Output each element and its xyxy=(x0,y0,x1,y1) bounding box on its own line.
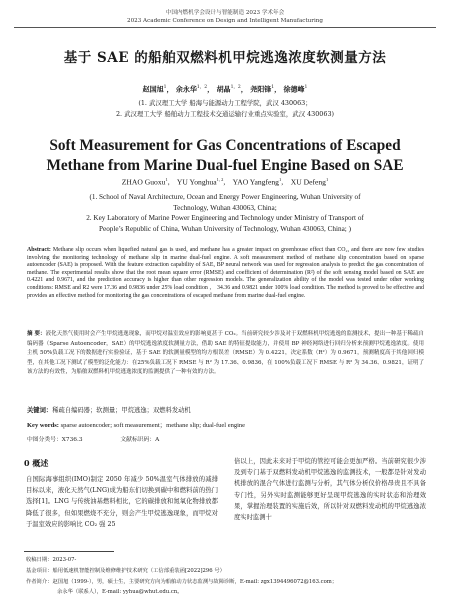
author: YAO Yangfeng xyxy=(232,177,279,187)
chinese-authors: 赵国旭$^1$， 余永华$^{1,2}$， 胡晶$^{1,2}$， 尧阳锋$^1$， 徐德峰$^1$ xyxy=(142,84,308,94)
english-authors: ZHAO Guoxu$^1$, YU Yonghua$^{1, 2}$, YAO Yangfeng$^1$, XU Defeng$^1$ xyxy=(121,177,329,187)
english-affiliations xyxy=(0,192,450,234)
footnote-rule xyxy=(24,551,114,552)
affiliation-line: 2. 武汉理工大学 船舶动力工程技术交通运输行业重点实验室，武汉 430063) xyxy=(115,110,335,118)
conference-header xyxy=(0,9,450,25)
affiliation-line: People’s Republic of China, Wuhan University of Technology, Wuhan 430063, China; ) xyxy=(99,224,351,233)
keywords-label: Key words: xyxy=(27,422,59,429)
body-column-left: 自国际海事组织(IMO)制定 2050 年减少 50%温室气体排放的减排目标以来，液化天然气(LNG)成为船东们切换到碳中和燃料前的热门选择[1]。LNG 与传统油基燃料相比，它的碳排放和氮氧化物排放都降低了很多，但如果燃烧不充分，则会产生甲烷逃逸现象，而甲烷对于温室效应的影响比 CO₂ 强 25 xyxy=(26,476,218,528)
author-affiliation-mark: 1, 2 xyxy=(216,177,224,182)
english-title-line: Methane from Marine Dual-fuel Engine Based on SAE xyxy=(46,157,404,174)
clc-number: 中图分类号：X736.3 xyxy=(27,437,83,443)
header-rule xyxy=(14,27,436,28)
author: ZHAO Guoxu xyxy=(121,177,166,187)
footnote-author-bio: 作者简介：赵国旭（1999-），男，硕士生，主要研究方向为船舶动力状态监测与故障诊断，E-mail: zgx1394496072@163.com； xyxy=(26,578,338,585)
author-affiliation-mark: 1 xyxy=(278,177,282,182)
keywords-label: 关键词： xyxy=(27,407,53,414)
author-affiliation-mark: 1 xyxy=(165,177,168,182)
conference-header-cn: 中国内燃机学会设计与智能制造 2023 学术年会 xyxy=(165,10,285,16)
english-title xyxy=(0,136,450,176)
english-title-line: Soft Measurement for Gas Concentrations of Escaped xyxy=(49,137,401,154)
author-affiliation-mark: 1 xyxy=(304,85,308,90)
keywords-text: 稀疏自编码器；软测量；甲烷逃逸；双燃料发动机 xyxy=(52,407,191,414)
affiliation-line: Technology, Wuhan 430063, China; xyxy=(173,203,277,212)
abstract-text: 液化天然气使用时会产生甲烷逃逸现象，而甲烷对温室效应的影响更甚于 CO₂。当前研究较少涉及对于双燃料机甲烷逃逸的监测技术，提出一种基于稀疏自编码器（Sparse Autoencoder，SAE）的甲烷逃逸浓度软测量方法，借助 SAE 的特征提取能力，并使用 BP 神经网络进行回归分析来预测甲烷逃逸浓度。使用主机 50%负载工况下的数据进行实验验证，基于 SAE 的软测量模型的均方根误差（RMSE）为 0.4221，决定系数（R²）为 0.9671，预测精度高于其他回归模型，在其他工况下测试了模型的泛化能力：在25%负载工况下 RMSE 与 R² 为 17.36、0.9836，在 100%负载工况下 RMSE 与 R² 为 34.36、0.9821，证明了该方法的有效性，为船舶双燃料机甲烷逃逸浓度的监测提供了一种有效的方法。 xyxy=(27,331,424,376)
author-affiliation-mark: 1 xyxy=(325,177,329,182)
author-affiliation-mark: 1，2 xyxy=(196,85,208,90)
abstract-text: Methane slip occurs when liquefied natural gas is used, and methane has a greater impact on greenhouse effect than CO₂, and there are now few studies involving the monitoring technology of methane slip in marine dual-fuel engine. A soft measurement method of methane slip concentration based on sparse autoencoder (SAE) is proposed. With the feature extraction capability of SAE, BP neural network was used for regression analysis to predict the gas concentration of methane. The experimental results show that the root mean square error (RMSE) and coefficient of determination (R²) of the soft sensing model based on SAE are 0.4221 and 0.9671, and the prediction accuracy is higher than other regression models. The generalization ability of the model was tested under other working conditions: RMSE and R2 were 17.36 and 0.9836 under 25% load condition ， 34.36 and 0.9821 under 100% load condition. The method is proved to be effective and provides an effective method for monitoring the gas concentrations of escaped methane from marine dual-fuel engine. xyxy=(27,247,424,299)
footnote-funding: 基金项目：船用低速机智能控制及维修维护技术研究（工信部重装函[2022]296 号） xyxy=(26,567,225,574)
author: 赵国旭 xyxy=(142,84,164,94)
footnotes xyxy=(26,555,426,598)
author-affiliation-mark: 1，2 xyxy=(230,85,241,90)
author: YU Yonghua xyxy=(176,177,217,187)
document-code: 文献标识码：A xyxy=(120,437,160,443)
author: XU Defeng xyxy=(290,177,326,187)
chinese-title: 基于 SAE 的船舶双燃料机甲烷逃逸浓度软测量方法 xyxy=(63,50,387,66)
author-affiliation-mark: 1 xyxy=(163,85,167,90)
section-heading: 0 概述 xyxy=(24,458,49,468)
chinese-abstract xyxy=(27,330,424,378)
english-abstract xyxy=(27,247,424,300)
keywords-text: sparse autoencoder; soft measurement；methane slip; dual-fuel engine xyxy=(58,422,246,429)
english-keywords xyxy=(27,420,424,429)
conference-header-en: 2023 Academic Conference on Design and Intelligent Manufacturing xyxy=(127,18,323,24)
author: 尧阳锋 xyxy=(250,84,272,94)
footnote-received: 收稿日期：2023-07- xyxy=(26,557,77,563)
author: 余永华 xyxy=(175,84,197,94)
chinese-affiliations xyxy=(0,98,450,120)
author-affiliation-mark: 1 xyxy=(271,85,275,90)
author: 胡晶 xyxy=(216,84,231,94)
author: 徐德峰 xyxy=(283,84,305,94)
affiliation-line: (1. 武汉理工大学 船海与能源动力工程学院，武汉 430063； xyxy=(138,99,312,107)
abstract-label: 摘 要： xyxy=(27,331,46,337)
body-column-right: 倍以上，因此未来对于甲烷的管控可能会更加严格。当前研究很少涉及到专门基于双燃料发动机甲烷逃逸的监测技术，一般都是针对发动机排放的混合气体进行监测与分析，其气体分析仪价格昂贵且不具备专门性，另外实时监测能够更好呈现甲烷逃逸的实时状态和治理效果，掌握治理装置的实施后效，所以针对双燃料发动机的甲烷逃逸浓度实时监测十 xyxy=(234,458,426,522)
classification-row xyxy=(27,434,424,443)
footnote-contact: 余永华（联系人），E-mail: yyhua@whut.edu.cn。 xyxy=(57,589,183,596)
abstract-label: Abstract: xyxy=(27,247,51,253)
affiliation-line: (1. School of Naval Architecture, Ocean and Energy Power Engineering, Wuhan University of xyxy=(89,193,361,201)
chinese-keywords xyxy=(27,405,424,414)
affiliation-line: 2. Key Laboratory of Marine Power Engineering and Technology under Ministry of Transport of xyxy=(86,214,364,222)
